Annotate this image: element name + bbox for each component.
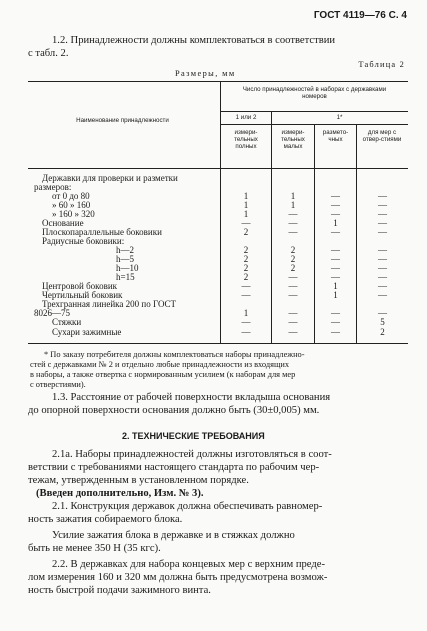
table-cell: —	[331, 191, 340, 201]
table-cell: —	[331, 272, 340, 282]
table-cell: —	[331, 200, 340, 210]
table-cell: 2	[243, 227, 249, 237]
table-cell: 2	[243, 272, 249, 282]
subcol-measuring-small: измери-тельных малых	[281, 129, 305, 151]
row-label: » 60 » 160	[52, 200, 91, 210]
table-cell: —	[331, 308, 340, 318]
table-cell: 2	[290, 254, 296, 264]
table-cell: 2	[290, 245, 296, 255]
table-cell: —	[288, 327, 298, 337]
section-title: 2. ТЕХНИЧЕСКИЕ ТРЕБОВАНИЯ	[122, 431, 265, 441]
table-cell: 2	[380, 327, 385, 337]
table-cell: —	[331, 254, 340, 264]
footnote-line-1: * По заказу потребителя должны комплектоваться наборы принадлежно-	[44, 350, 305, 359]
table-cell: —	[331, 317, 340, 327]
row-label: Плоскопараллельные боковики	[42, 227, 162, 237]
row-label: размеров:	[34, 182, 72, 192]
table-cell: 2	[243, 263, 249, 273]
row-label: Стяжки	[52, 317, 82, 327]
p21b-line-2: быть не менее 350 Н (35 кгс).	[28, 543, 161, 554]
table-cell: —	[378, 200, 387, 210]
p21a-line-1: 2.1а. Наборы принадлежностей должны изготовляться в соот-	[52, 449, 332, 460]
table-cell: —	[378, 245, 387, 255]
col-1or2-header: 1 или 2	[235, 114, 257, 121]
table-cell: —	[288, 209, 298, 219]
p21a-line-2: ветствии с требованиями настоящего стандарта по рабочим чер-	[28, 462, 320, 473]
table-cell: 1	[333, 290, 338, 300]
table-cell: —	[241, 317, 251, 327]
col-name-header: Наименование принадлежности	[76, 117, 169, 124]
table-cell: —	[241, 218, 251, 228]
table-cell: 2	[243, 245, 249, 255]
table-cell: —	[331, 245, 340, 255]
footnote-line-4: с отверстиями).	[30, 380, 86, 389]
p21b-line-1: Усилие зажатия блока в державке и в стяжках должно	[52, 530, 295, 541]
row-label: h—5	[116, 254, 134, 264]
p21a-line-3: тежам, утвержденным в установленном порядке.	[28, 475, 249, 486]
intro-line-1: 1.2. Принадлежности должны комплектоваться в соответствии	[52, 35, 336, 46]
table-cell: 1	[243, 191, 249, 201]
table-cell: 1	[243, 200, 249, 210]
table-cell: —	[288, 317, 298, 327]
table-cell: —	[378, 290, 387, 300]
p22-line-1: 2.2. В державках для набора концевых мер с верхним преде-	[52, 559, 325, 570]
table-cell: 1	[243, 308, 249, 318]
row-label: Чертильный боковик	[42, 290, 123, 300]
row-label: Основание	[42, 218, 84, 228]
table-cell: —	[288, 308, 298, 318]
row-label: h—2	[116, 245, 134, 255]
p21-line-2: ность зажатия собираемого блока.	[28, 514, 183, 525]
intro-line-2: с табл. 2.	[28, 48, 69, 59]
subcol-measuring-full: измери-тельных полных	[234, 129, 258, 151]
row-label: » 160 » 320	[52, 209, 95, 219]
table-cell: —	[378, 254, 387, 264]
row-label: 8026—75	[34, 308, 70, 318]
row-label: h=15	[116, 272, 135, 282]
table-cell: —	[288, 272, 298, 282]
table-cell: —	[288, 227, 298, 237]
row-label: Трехгранная линейка 200 по ГОСТ	[42, 299, 177, 309]
footnote-line-2: стей с державками № 2 и отдельно любые принадлежности из входящих	[30, 360, 290, 369]
p22-line-2: лом измерения 160 и 320 мм должна быть предусмотрена возмож-	[28, 572, 328, 583]
table-cell: —	[378, 218, 387, 228]
col-group-header: Число принадлежностей в наборах с державками номеров	[242, 86, 387, 101]
table-cell: —	[378, 308, 387, 318]
table-cell: 5	[380, 317, 385, 327]
table-cell: 1	[290, 200, 296, 210]
p21a-note: (Введен дополнительно, Изм. № 3).	[36, 488, 204, 499]
table-cell: —	[378, 281, 387, 291]
table-cell: 1	[333, 218, 338, 228]
page-header: ГОСТ 4119—76 С. 4	[313, 10, 407, 21]
table-cell: —	[331, 263, 340, 273]
table-cell: —	[241, 327, 251, 337]
table-cell: —	[378, 263, 387, 273]
table-cell: 1	[243, 209, 249, 219]
table-cell: —	[378, 191, 387, 201]
footnote-line-3: в наборы, а также отвертка с нормированным усилием (к наборам для мер	[30, 370, 296, 379]
table-cell: —	[378, 272, 387, 282]
table-caption: Таблица 2	[358, 60, 405, 69]
table-cell: 1	[290, 191, 296, 201]
table-cell: 2	[243, 254, 249, 264]
table-cell: —	[331, 227, 340, 237]
p22-line-3: ность быстрой подачи зажимного винта.	[28, 585, 211, 596]
subcol-holes: для мер с отвер-стиями	[362, 129, 402, 144]
row-label: Сухари зажимные	[52, 327, 122, 337]
table-cell: —	[378, 227, 387, 237]
table-cell: —	[241, 290, 251, 300]
col-1star-header: 1*	[336, 114, 343, 121]
p13-line-1: 1.3. Расстояние от рабочей поверхности вкладыша основания	[52, 392, 331, 403]
table-sizes-label: Размеры, мм	[175, 69, 236, 78]
table-cell: —	[331, 209, 340, 219]
table-cell: —	[331, 327, 340, 337]
row-label: Центровой боковик	[42, 281, 118, 291]
p21-line-1: 2.1. Конструкция державок должна обеспечивать равномер-	[52, 501, 323, 512]
table-cell: —	[288, 218, 298, 228]
table-cell: 2	[290, 263, 296, 273]
table-cell: —	[378, 209, 387, 219]
row-label: от 0 до 80	[52, 191, 90, 201]
table-cell: —	[288, 290, 298, 300]
table-cell: 1	[333, 281, 338, 291]
row-label: Державки для проверки и разметки	[42, 173, 178, 183]
table-cell: —	[288, 281, 298, 291]
row-label: h—10	[116, 263, 139, 273]
p13-line-2: до опорной поверхности основания должно быть (30±0,005) мм.	[28, 405, 320, 416]
table-cell: —	[241, 281, 251, 291]
row-label: Радиусные боковики:	[42, 236, 125, 246]
subcol-marking: размето-чных	[322, 129, 349, 144]
